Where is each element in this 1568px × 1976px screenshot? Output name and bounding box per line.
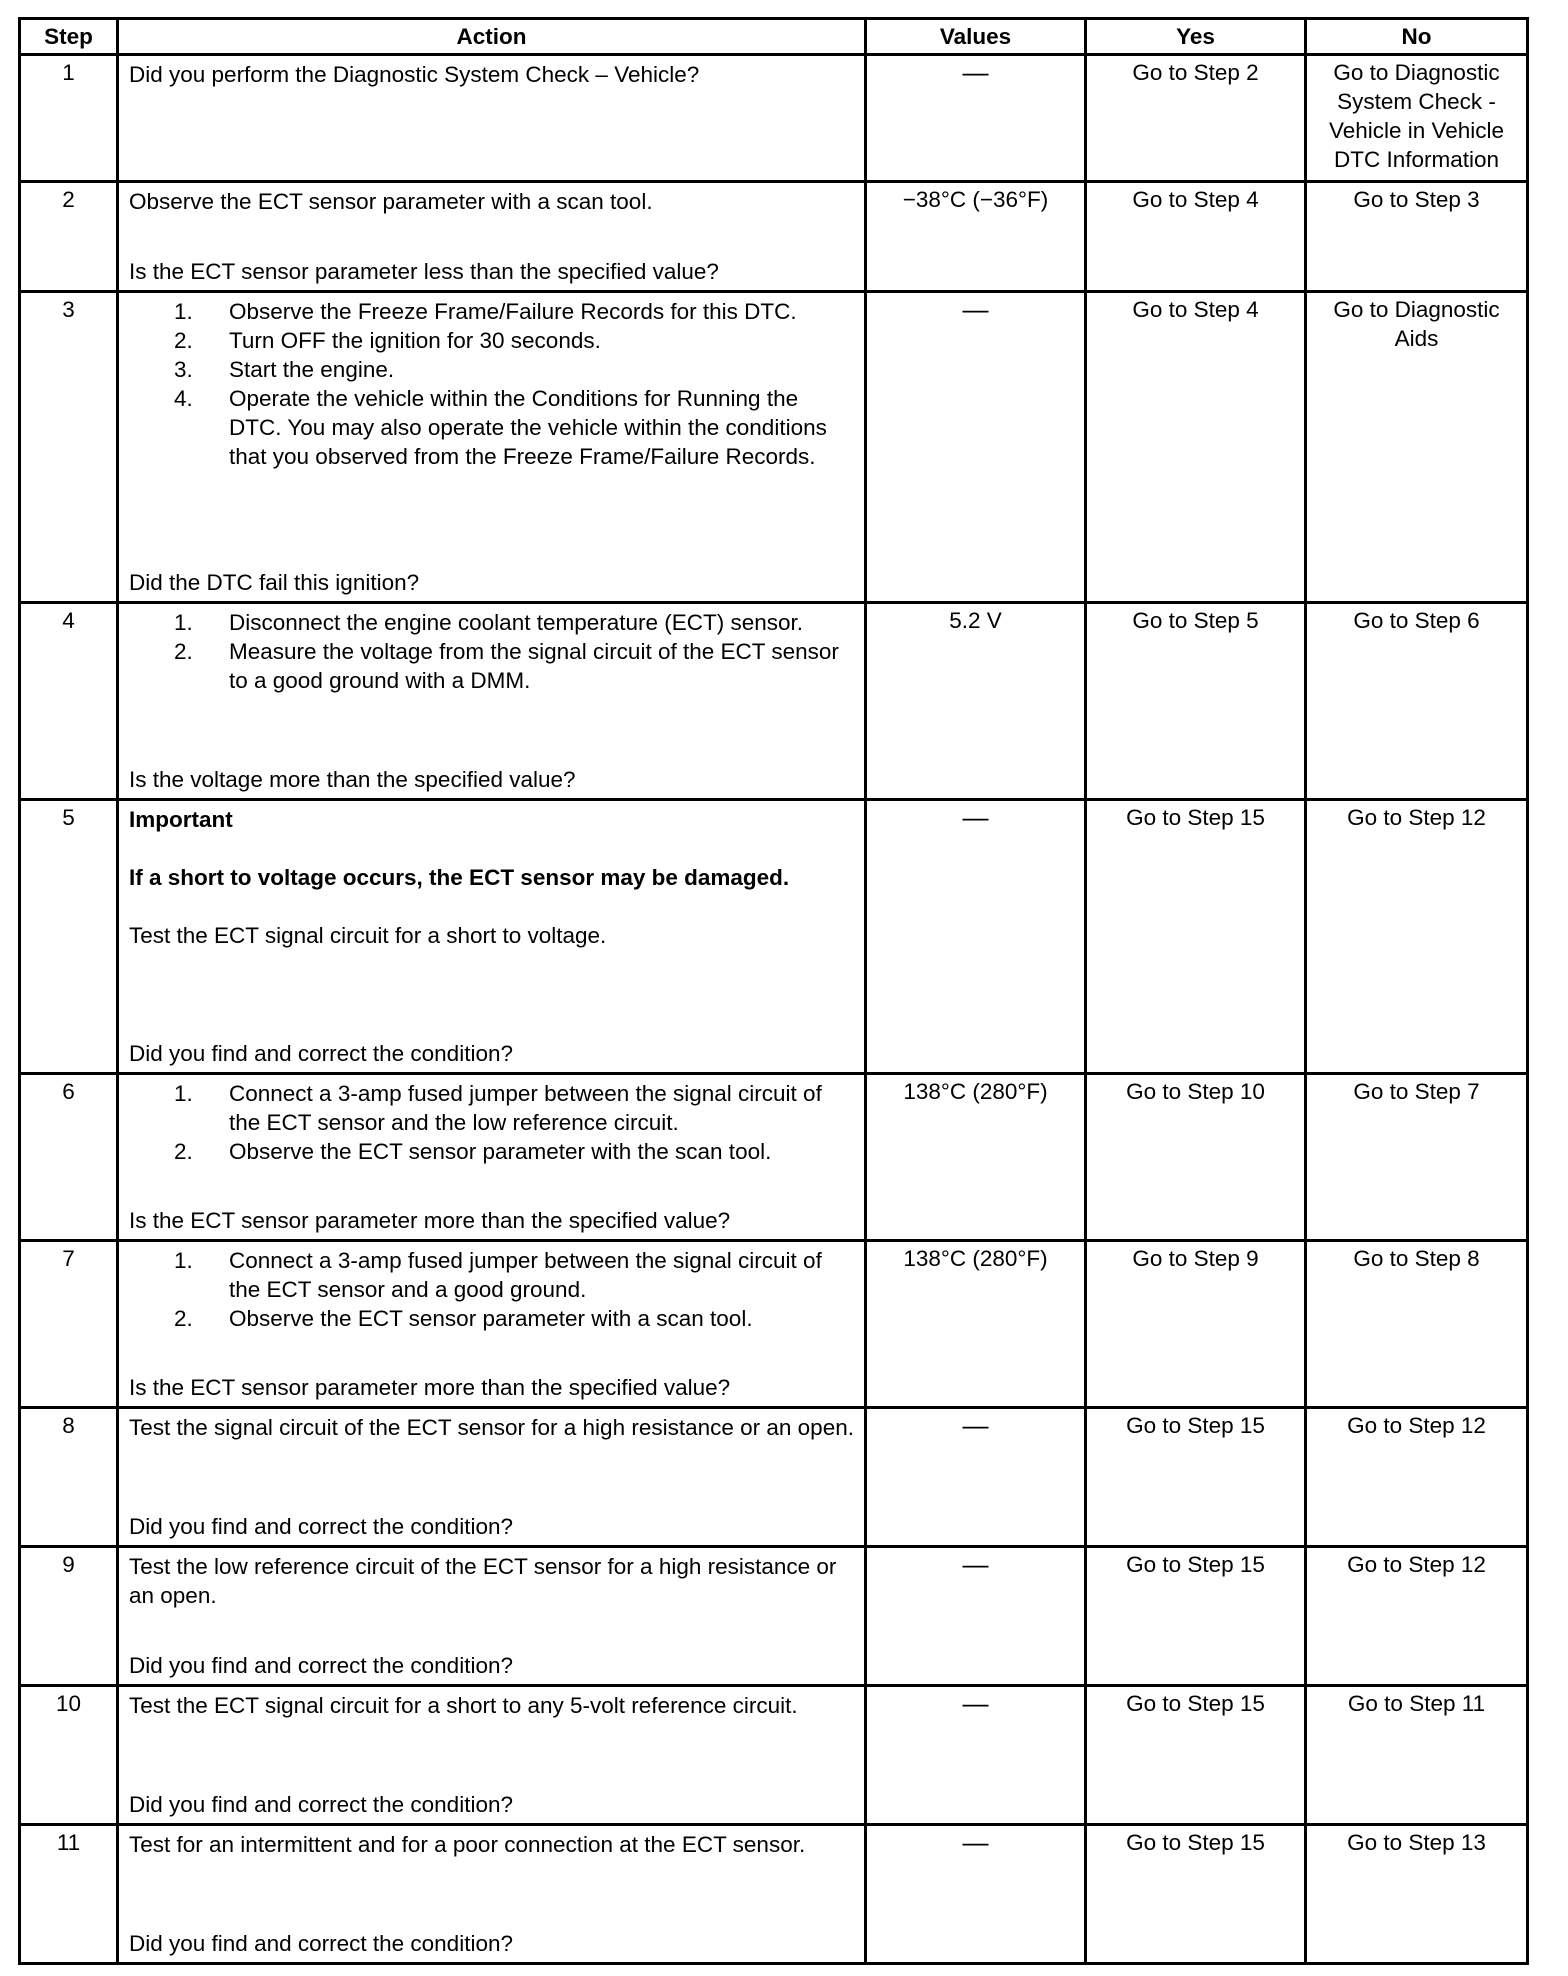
procedure-list (129, 1246, 854, 1333)
yes-cell: Go to Step 10 (1086, 1074, 1306, 1241)
action-question: Did you find and correct the condition? (129, 1653, 513, 1678)
table-row (20, 1825, 1528, 1964)
yes-cell: Go to Step 2 (1086, 55, 1306, 182)
list-item: 2. Measure the voltage from the signal circuit of the ECT sensor to a good ground with a DMM. (174, 639, 839, 693)
action-question: Did you find and correct the condition? (129, 1931, 513, 1956)
action-cell (118, 1825, 866, 1964)
step-number: 10 (20, 1686, 118, 1825)
value-cell: 138°C (280°F) (866, 1241, 1086, 1408)
list-item: 2. Turn OFF the ignition for 30 seconds. (174, 328, 601, 353)
step-number: 2 (20, 182, 118, 292)
action-cell (118, 1074, 866, 1241)
no-cell: Go to Step 7 (1306, 1074, 1528, 1241)
table-row (20, 1408, 1528, 1547)
list-item: 4. Operate the vehicle within the Conditions for Running the DTC. You may also operate the vehicle within the conditions that you observed from the Freeze Frame/Failure Records. (174, 386, 827, 469)
action-question: Is the ECT sensor parameter more than the specified value? (129, 1375, 731, 1400)
step-number: 9 (20, 1547, 118, 1686)
table-row (20, 1241, 1528, 1408)
table-row (20, 292, 1528, 603)
table-row (20, 182, 1528, 292)
table-row (20, 603, 1528, 800)
step-number: 7 (20, 1241, 118, 1408)
list-item: 1. Connect a 3-amp fused jumper between the signal circuit of the ECT sensor and a good ground. (174, 1248, 822, 1302)
yes-cell: Go to Step 15 (1086, 800, 1306, 1074)
step-number: 4 (20, 603, 118, 800)
action-cell (118, 182, 866, 292)
list-item: 1. Connect a 3-amp fused jumper between the signal circuit of the ECT sensor and the low reference circuit. (174, 1081, 822, 1135)
yes-cell: Go to Step 15 (1086, 1686, 1306, 1825)
action-question: Is the ECT sensor parameter more than the specified value? (129, 1208, 731, 1233)
action-cell (118, 603, 866, 800)
value-cell: −38°C (−36°F) (866, 182, 1086, 292)
action-question: Did the DTC fail this ignition? (129, 570, 420, 595)
no-cell: Go to Step 12 (1306, 800, 1528, 1074)
action-cell (118, 1241, 866, 1408)
no-cell: Go to Step 6 (1306, 603, 1528, 800)
action-text: Observe the ECT sensor parameter with a scan tool. (129, 189, 653, 214)
action-cell (118, 1686, 866, 1825)
action-text: Test the low reference circuit of the ECT sensor for a high resistance or an open. (129, 1554, 837, 1608)
no-cell: Go to Step 13 (1306, 1825, 1528, 1964)
action-cell (118, 1547, 866, 1686)
table-row (20, 1074, 1528, 1241)
value-cell: — (866, 1547, 1086, 1686)
yes-cell: Go to Step 5 (1086, 603, 1306, 800)
procedure-list (129, 608, 854, 695)
value-cell: — (866, 800, 1086, 1074)
yes-cell: Go to Step 4 (1086, 182, 1306, 292)
action-question: Is the voltage more than the specified value? (129, 767, 576, 792)
yes-cell: Go to Step 15 (1086, 1825, 1306, 1964)
header-yes: Yes (1086, 19, 1306, 55)
value-cell: 138°C (280°F) (866, 1074, 1086, 1241)
table-row (20, 1547, 1528, 1686)
warning-text: If a short to voltage occurs, the ECT sensor may be damaged. (129, 865, 790, 890)
action-question: Did you find and correct the condition? (129, 1514, 513, 1539)
procedure-list (129, 1079, 854, 1166)
no-cell: Go to Step 12 (1306, 1547, 1528, 1686)
step-number: 5 (20, 800, 118, 1074)
no-cell: Go to Step 11 (1306, 1686, 1528, 1825)
table-row (20, 1686, 1528, 1825)
yes-cell: Go to Step 9 (1086, 1241, 1306, 1408)
action-question: Did you find and correct the condition? (129, 1041, 513, 1066)
action-cell (118, 292, 866, 603)
table-row (20, 55, 1528, 182)
step-number: 11 (20, 1825, 118, 1964)
action-cell (118, 55, 866, 182)
value-cell: — (866, 55, 1086, 182)
yes-cell: Go to Step 15 (1086, 1547, 1306, 1686)
action-text: Test the ECT signal circuit for a short to voltage. (129, 923, 607, 948)
no-cell: Go to Diagnostic System Check - Vehicle in Vehicle DTC Information (1306, 55, 1528, 182)
list-item: 2. Observe the ECT sensor parameter with the scan tool. (174, 1139, 772, 1164)
no-cell: Go to Step 3 (1306, 182, 1528, 292)
list-item: 1. Disconnect the engine coolant temperature (ECT) sensor. (174, 610, 804, 635)
header-action: Action (118, 19, 866, 55)
header-step: Step (20, 19, 118, 55)
table-row (20, 800, 1528, 1074)
value-cell: — (866, 292, 1086, 603)
action-cell (118, 800, 866, 1074)
action-text: Test for an intermittent and for a poor connection at the ECT sensor. (129, 1832, 806, 1857)
value-cell: — (866, 1686, 1086, 1825)
yes-cell: Go to Step 4 (1086, 292, 1306, 603)
step-number: 3 (20, 292, 118, 603)
important-label: Important (129, 807, 233, 832)
value-cell: 5.2 V (866, 603, 1086, 800)
header-row (20, 19, 1528, 55)
list-item: 1. Observe the Freeze Frame/Failure Records for this DTC. (174, 299, 797, 324)
yes-cell: Go to Step 15 (1086, 1408, 1306, 1547)
action-question: Did you find and correct the condition? (129, 1792, 513, 1817)
header-no: No (1306, 19, 1528, 55)
action-text: Did you perform the Diagnostic System Check – Vehicle? (129, 62, 700, 87)
list-item: 3. Start the engine. (174, 357, 395, 382)
list-item: 2. Observe the ECT sensor parameter with a scan tool. (174, 1306, 753, 1331)
action-cell (118, 1408, 866, 1547)
no-cell: Go to Step 8 (1306, 1241, 1528, 1408)
step-number: 1 (20, 55, 118, 182)
procedure-list (129, 297, 854, 471)
value-cell: — (866, 1825, 1086, 1964)
action-question: Is the ECT sensor parameter less than the specified value? (129, 259, 719, 284)
no-cell: Go to Step 12 (1306, 1408, 1528, 1547)
step-number: 8 (20, 1408, 118, 1547)
step-number: 6 (20, 1074, 118, 1241)
action-text: Test the ECT signal circuit for a short to any 5-volt reference circuit. (129, 1693, 798, 1718)
action-text: Test the signal circuit of the ECT sensor for a high resistance or an open. (129, 1415, 854, 1440)
header-values: Values (866, 19, 1086, 55)
no-cell: Go to Diagnostic Aids (1306, 292, 1528, 603)
value-cell: — (866, 1408, 1086, 1547)
diagnostic-table (18, 17, 1529, 1965)
